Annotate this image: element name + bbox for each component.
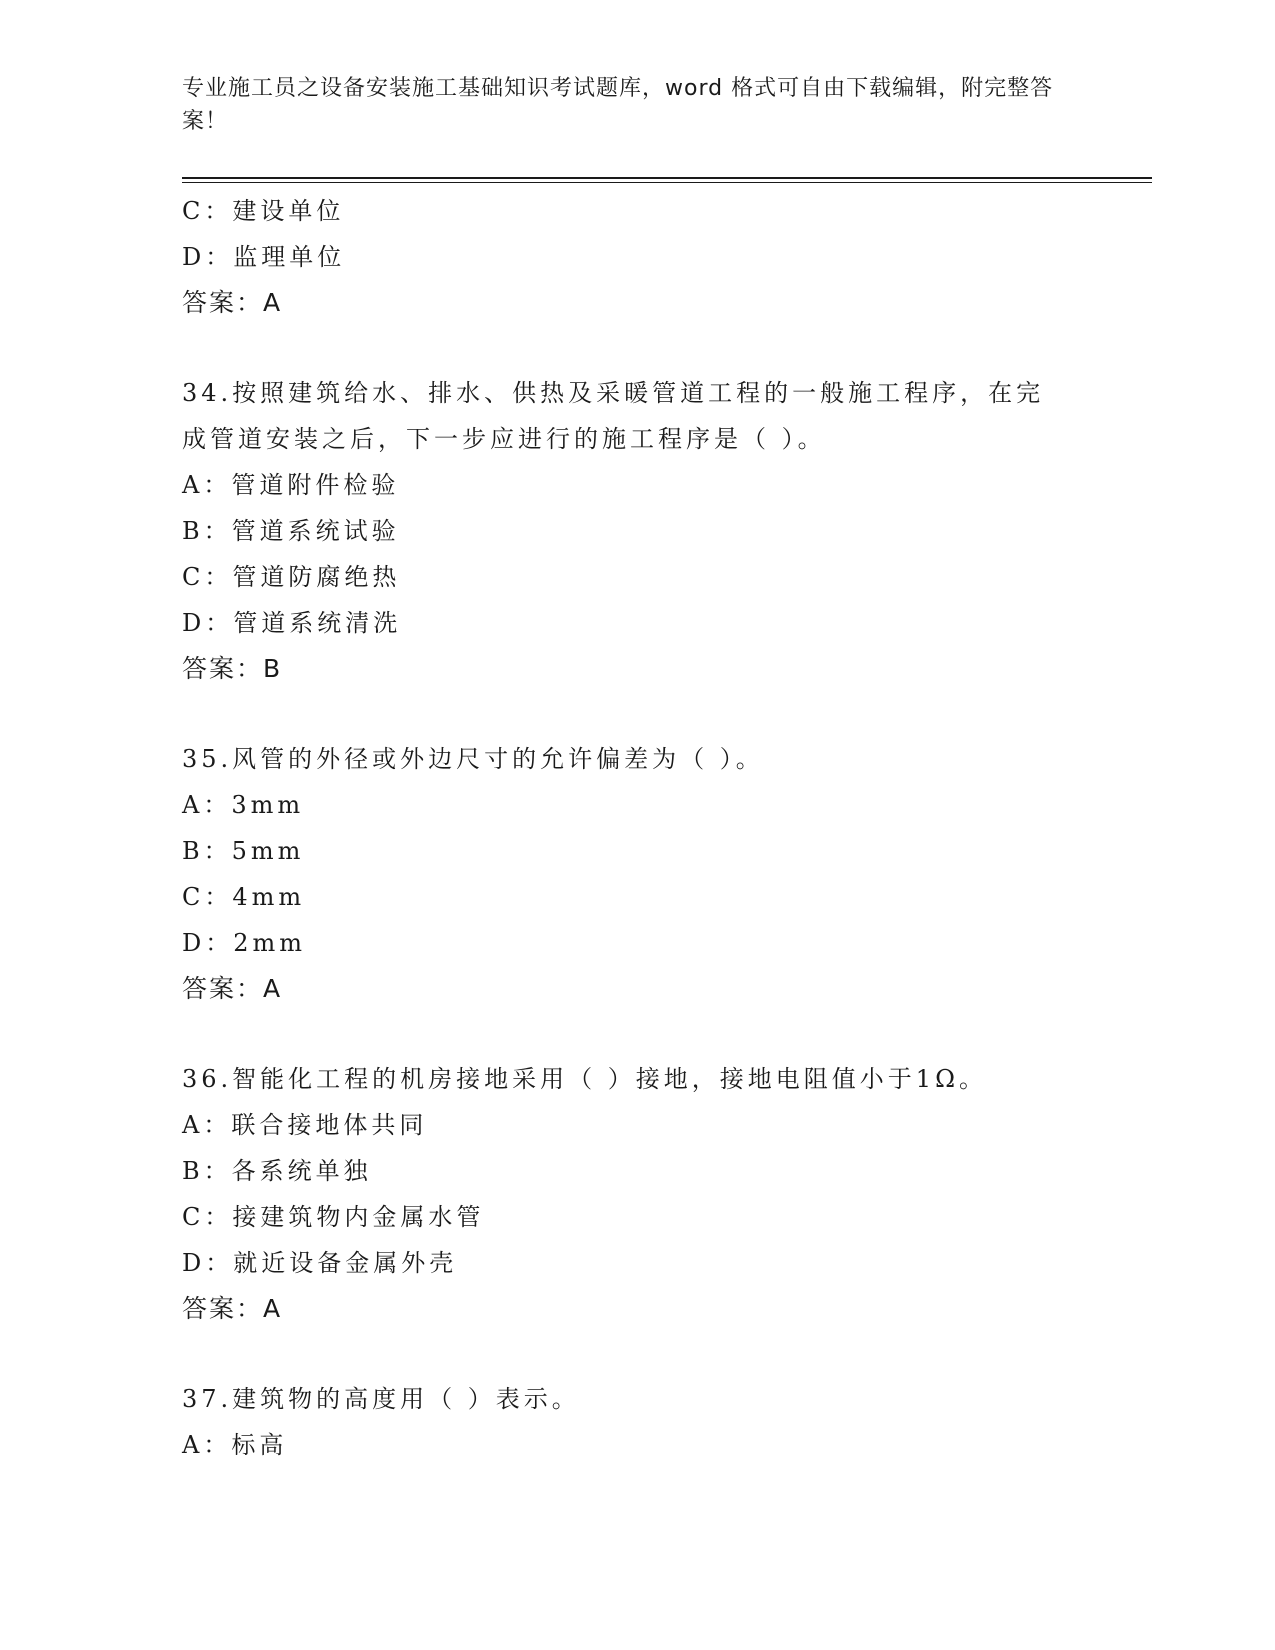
spacer [182,692,1082,736]
question-text: 35.风管的外径或外边尺寸的允许偏差为（ ）。 [182,745,764,773]
option-d: D：监理单位 [182,243,346,271]
spacer [182,326,1082,370]
question-text: 成管道安装之后，下一步应进行的施工程序是（ ）。 [182,425,826,453]
option-b: B：管道系统试验 [182,517,400,545]
option-c: C：4mm [182,883,306,911]
option-c: C：管道防腐绝热 [182,563,401,591]
option-d: D：2mm [182,929,307,957]
document-body [182,188,1082,1468]
answer-line: 答案：A [182,1294,283,1323]
question-block-36 [182,1056,1082,1332]
question-block-37 [182,1376,1082,1468]
option-d: D：管道系统清洗 [182,609,402,637]
option-c: C：接建筑物内金属水管 [182,1203,485,1231]
answer-line: 答案：A [182,288,283,317]
question-text: 37.建筑物的高度用（ ）表示。 [182,1385,580,1413]
option-c: C：建设单位 [182,197,345,225]
page-header: 专业施工员之设备安装施工基础知识考试题库，word 格式可自由下载编辑，附完整答案！ [182,76,1054,134]
option-a: A：3mm [182,791,305,819]
option-a: A：联合接地体共同 [182,1111,428,1139]
option-b: B：5mm [182,837,305,865]
option-b: B：各系统单独 [182,1157,372,1185]
answer-line: 答案：A [182,974,283,1003]
option-a: A：管道附件检验 [182,471,400,499]
header-divider-thin [182,182,1152,183]
option-d: D：就近设备金属外壳 [182,1249,458,1277]
question-text: 34.按照建筑给水、排水、供热及采暖管道工程的一般施工程序，在完 [182,379,1045,407]
question-block-35 [182,736,1082,1012]
question-block-33-continued [182,188,1082,326]
spacer [182,1012,1082,1056]
question-text: 36.智能化工程的机房接地采用（ ）接地，接地电阻值小于1Ω。 [182,1065,987,1093]
option-a: A：标高 [182,1431,288,1459]
question-block-34 [182,370,1082,692]
answer-line: 答案：B [182,654,283,683]
spacer [182,1332,1082,1376]
header-divider-thick [182,177,1152,179]
